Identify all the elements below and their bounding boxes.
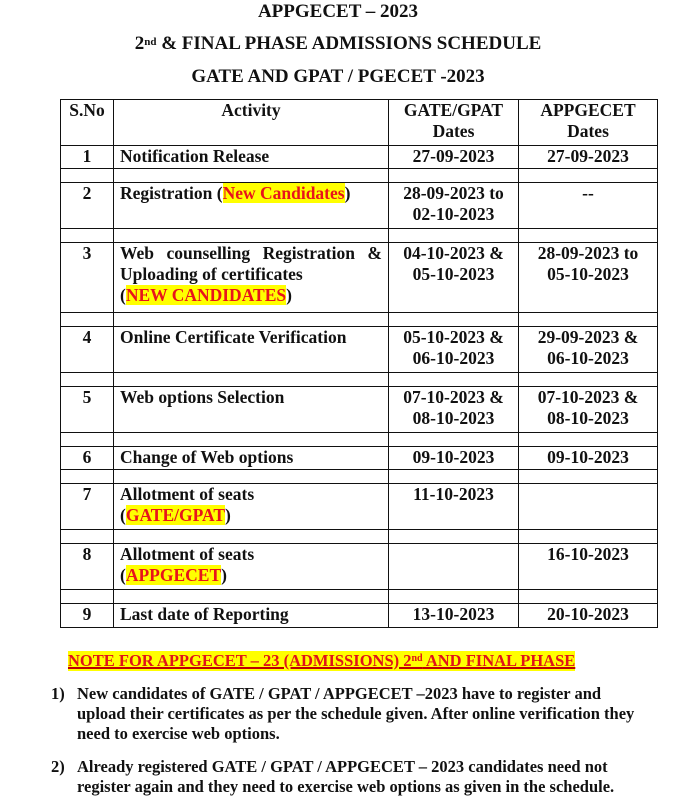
cell-activity: Notification Release (114, 146, 389, 169)
col-header-gate: GATE/GPAT Dates (389, 100, 519, 146)
cell-sno: 5 (61, 387, 114, 433)
cell-gate-date: 28-09-2023 to 02-10-2023 (389, 183, 519, 229)
cell-sno: 3 (61, 243, 114, 313)
cell-sno: 8 (61, 544, 114, 590)
schedule-table (60, 99, 658, 628)
spacer-row (61, 470, 658, 484)
spacer-row (61, 530, 658, 544)
table-row (61, 327, 658, 373)
cell-appgecet-date (519, 484, 658, 530)
cell-appgecet-date: 27-09-2023 (519, 146, 658, 169)
table-row (61, 183, 658, 229)
table-row (61, 387, 658, 433)
note-item-text: Already registered GATE / GPAT / APPGECET – 2023 candidates need not register again and they need to exercise web options as given in the schedule. (77, 757, 615, 796)
spacer-row (61, 373, 658, 387)
spacer-row (61, 590, 658, 604)
col-header-sno: S.No (61, 100, 114, 146)
table-row (61, 604, 658, 628)
table-row (61, 544, 658, 590)
cell-sno: 6 (61, 447, 114, 470)
cell-appgecet-date: 28-09-2023 to 05-10-2023 (519, 243, 658, 313)
spacer-row (61, 229, 658, 243)
table-header-row (61, 100, 658, 146)
doc-subtitle (0, 33, 676, 55)
cell-activity: Web counselling Registration & Uploading of certificates (NEW CANDIDATES) (114, 243, 389, 313)
cell-gate-date (389, 544, 519, 590)
note-heading: NOTE FOR APPGECET – 23 (ADMISSIONS) 2nd AND FINAL PHASE (68, 651, 576, 670)
cell-activity: Change of Web options (114, 447, 389, 470)
subtitle-sup: nd (144, 36, 157, 48)
highlight-new-candidates: NEW CANDIDATES (125, 285, 287, 305)
cell-appgecet-date: 20-10-2023 (519, 604, 658, 628)
spacer-row (61, 313, 658, 327)
cell-activity: Online Certificate Verification (114, 327, 389, 373)
subtitle-rest: & FINAL PHASE ADMISSIONS SCHEDULE (156, 33, 542, 54)
spacer-row (61, 169, 658, 183)
spacer-row (61, 433, 658, 447)
cell-appgecet-date: 09-10-2023 (519, 447, 658, 470)
cell-appgecet-date: -- (519, 183, 658, 229)
highlight-appgecet: APPGECET (125, 565, 222, 585)
highlight-new-candidates: New Candidates (222, 183, 345, 203)
table-row (61, 484, 658, 530)
cell-sno: 7 (61, 484, 114, 530)
cell-activity: Allotment of seats (APPGECET) (114, 544, 389, 590)
cell-sno: 9 (61, 604, 114, 628)
cell-activity: Web options Selection (114, 387, 389, 433)
cell-activity: Last date of Reporting (114, 604, 389, 628)
cell-appgecet-date: 07-10-2023 & 08-10-2023 (519, 387, 658, 433)
note-item-number: 1) (51, 684, 65, 703)
doc-heading: GATE AND GPAT / PGECET -2023 (191, 66, 485, 87)
cell-gate-date: 07-10-2023 & 08-10-2023 (389, 387, 519, 433)
cell-gate-date: 13-10-2023 (389, 604, 519, 628)
cell-sno: 2 (61, 183, 114, 229)
cell-sno: 1 (61, 146, 114, 169)
note-item-text: New candidates of GATE / GPAT / APPGECET –2023 have to register and upload their certificates as per the schedule given. After online verification they need to exercise web options. (77, 684, 635, 743)
cell-sno: 4 (61, 327, 114, 373)
cell-activity: Registration (New Candidates) (114, 183, 389, 229)
col-header-appgecet: APPGECET Dates (519, 100, 658, 146)
highlight-gate-gpat: GATE/GPAT (125, 505, 226, 525)
note-item (51, 757, 641, 797)
cell-appgecet-date: 16-10-2023 (519, 544, 658, 590)
cell-gate-date: 09-10-2023 (389, 447, 519, 470)
subtitle-ordinal: 2 (134, 33, 145, 54)
table-row (61, 447, 658, 470)
col-header-activity: Activity (114, 100, 389, 146)
doc-title: APPGECET – 2023 (257, 1, 419, 22)
cell-activity: Allotment of seats (GATE/GPAT) (114, 484, 389, 530)
cell-gate-date: 04-10-2023 & 05-10-2023 (389, 243, 519, 313)
table-row (61, 243, 658, 313)
note-item-number: 2) (51, 757, 65, 776)
cell-gate-date: 11-10-2023 (389, 484, 519, 530)
table-row (61, 146, 658, 169)
cell-gate-date: 27-09-2023 (389, 146, 519, 169)
cell-gate-date: 05-10-2023 & 06-10-2023 (389, 327, 519, 373)
cell-appgecet-date: 29-09-2023 & 06-10-2023 (519, 327, 658, 373)
note-item (51, 684, 641, 744)
